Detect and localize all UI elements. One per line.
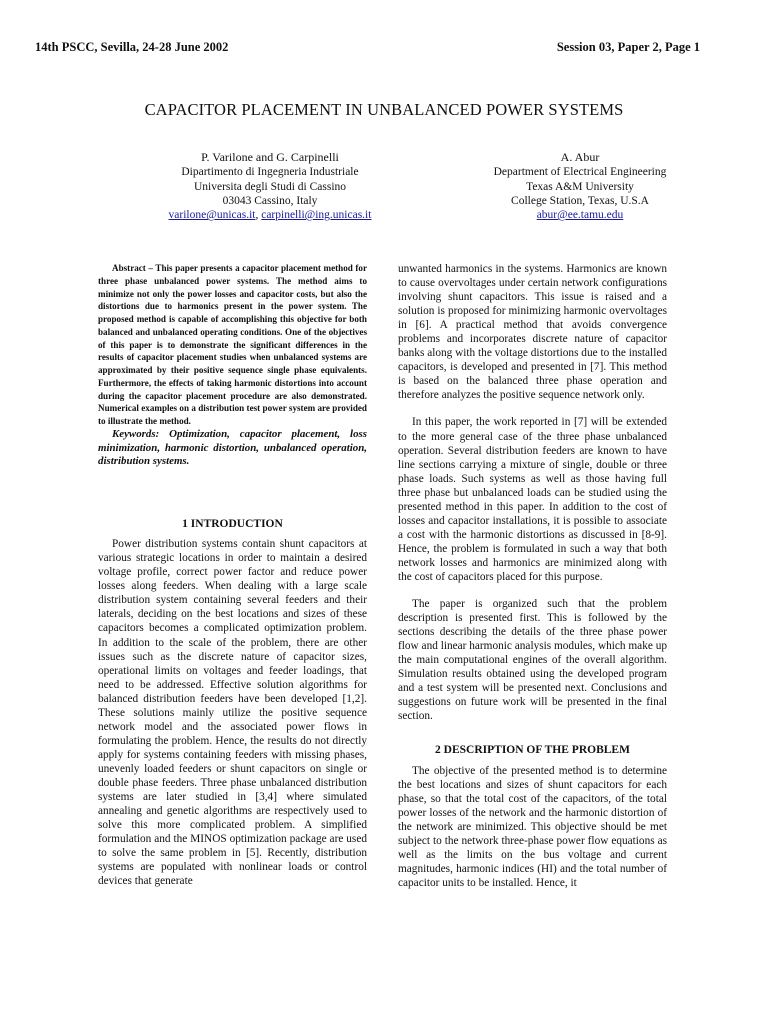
email-link[interactable]: carpinelli@ing.unicas.it: [261, 209, 372, 222]
abstract: Abstract – This paper presents a capacitor placement method for three phase unbalanced power systems. The method aims to minimize not only the power losses and capacitor costs, but also the distortions due to harmonics present in the power system. The proposed method is capable of accomplishing this objective for both balanced and unbalanced operating conditions. One of the objectives of this paper is to demonstrate the significant differences in the results of capacitor placement studies when unbalanced systems are approximated by their positive sequence single phase equivalents. Furthermore, the effects of taking harmonic distortions into account during the capacitor placement procedure are also demonstrated. Numerical examples on a distribution test power system are provided to illustrate the method.: [98, 263, 367, 426]
affiliation-line: Universita degli Studi di Cassino: [193, 180, 347, 193]
author-names: P. Varilone and G. Carpinelli: [201, 150, 339, 164]
affiliation-line: College Station, Texas, U.S.A: [511, 194, 649, 207]
section-heading: 2 DESCRIPTION OF THE PROBLEM: [435, 744, 630, 757]
paragraph: Power distribution systems contain shunt capacitors at various strategic locations in order to maintain a desired voltage profile, correct power factor and reduce power losses along feeders. When dealing with a large scale distribution system containing several feeders and their laterals, deciding on the best locations and sizes of these capacitors becomes a complicated optimization problem. In addition to the scale of the problem, there are other issues such as the discrete nature of capacitor sizes, operational limits on voltages and feeder loadings, that need to be addressed. Effective solution algorithms for balanced distribution feeders have been developed [1,2]. These solutions mainly utilize the positive sequence network model and the associated power flows in formulating the problem. Hence, the results do not directly apply for systems containing feeders with missing phases, unevenly loaded feeders or shunt capacitors on single or double phase feeders. Three phase unbalanced distribution systems are later studied in [3,4] where simulated annealing and genetic algorithms are respectively used to solve this more complicated problem. A simplified formulation and the MINOS optimization package are used to solve the same problem in [5]. Recently, distribution systems are populated with nonlinear loads or control devices that generate: [98, 538, 367, 888]
affiliation-line: Dipartimento di Ingegneria Industriale: [181, 166, 359, 179]
paper-title: CAPACITOR PLACEMENT IN UNBALANCED POWER SYSTEMS: [144, 100, 624, 119]
author-block-right: [430, 150, 730, 222]
page-header: Session 03, Paper 2, Page 1: [556, 40, 700, 54]
author-block-left: [120, 150, 420, 222]
affiliation-line: 03043 Cassino, Italy: [222, 194, 318, 207]
paragraph: unwanted harmonics in the systems. Harmonics are known to cause overvoltages under certain network configurations involving shunt capacitors. This issue is raised and a solution is proposed for minimizing harmonic overvoltages in [6]. A practical method that avoids convergence problems and incorporates discrete nature of capacitor banks along with the voltage distortions due to the installed capacitors, is developed and presented in [7]. This method is based on the balanced three phase operation and therefore analyzes the positive sequence network only.: [398, 263, 667, 402]
section-heading: 1 INTRODUCTION: [182, 518, 283, 531]
email-link[interactable]: varilone@unicas.it: [168, 209, 256, 222]
paragraph: In this paper, the work reported in [7] will be extended to the more general case of the three phase unbalanced operation. Several distribution feeders are known to have line sections carrying a mixture of single, double or three phase loads. Such systems as well as those having full three phase but unbalanced loads can be studied using the presented method in this paper. In addition to the cost of losses and capacitor installations, it is possible to associate a cost with the harmonic distortions as discussed in [8-9]. Hence, the problem is formulated in such a way that both network losses and harmonics are minimized along with the cost of capacitors placed for this purpose.: [398, 416, 667, 583]
conference-header: 14th PSCC, Sevilla, 24-28 June 2002: [35, 40, 229, 54]
affiliation-line: Texas A&M University: [526, 180, 634, 193]
affiliation-line: Department of Electrical Engineering: [493, 166, 667, 179]
right-column: [398, 262, 667, 890]
author-emails: [120, 208, 420, 222]
keywords: Keywords: Optimization, capacitor placement, loss minimization, harmonic distortion, unbalanced operation, distribution systems.: [98, 427, 367, 468]
paragraph: The paper is organized such that the problem description is presented first. This is followed by the sections describing the details of the three phase power flow and linear harmonic analysis modules, which make up the main computational engines of the overall algorithm. Simulation results obtained using the developed program and a test system will be presented next. Conclusions and suggestions on future work will be presented in the final section.: [398, 598, 667, 723]
email-link[interactable]: abur@ee.tamu.edu: [536, 209, 624, 222]
email-separator: ,: [255, 209, 262, 222]
paragraph: The objective of the presented method is to determine the best locations and sizes of shunt capacitors for each phase, so that the total cost of the capacitors, of the total power losses of the network and the harmonic distortion of the network are minimized. This objective should be met subject to the network three-phase power flow equations as well as the limits on the bus voltage and current magnitudes, harmonic indices (HI) and the total number of capacitor units to be installed. Hence, it: [398, 764, 667, 889]
author-names: A. Abur: [560, 150, 600, 164]
left-column: [98, 262, 367, 888]
